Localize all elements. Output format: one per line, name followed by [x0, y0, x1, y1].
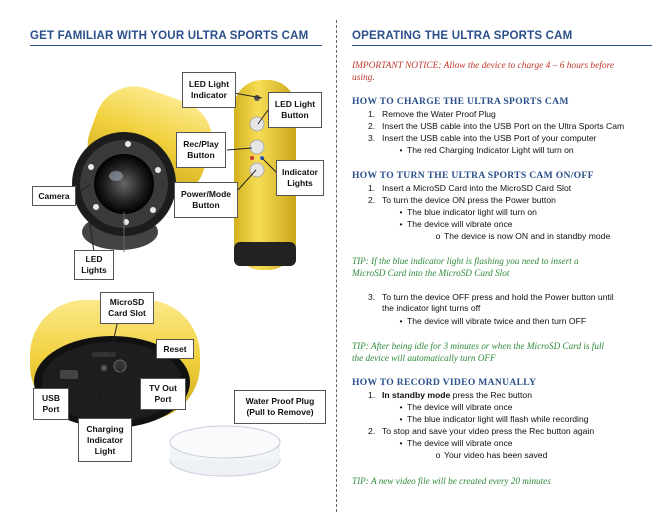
step-number: 1.	[368, 390, 376, 400]
step-text-line-2: the indicator light turns off	[382, 303, 481, 313]
step-text-line-1: To turn the device OFF press and hold the Power button until	[382, 292, 614, 302]
callout-water-proof-plug-line-1: Water Proof Plug	[245, 396, 315, 406]
callout-rec-play-button-line-2: Button	[187, 150, 215, 160]
sub-bullet-icon: o	[435, 231, 441, 241]
bullet-icon: •	[399, 414, 403, 424]
callout-led-light-button-line-1: LED Light	[274, 99, 316, 109]
tip-line-2: the device will automatically turn OFF	[352, 353, 496, 363]
callout-water-proof-plug	[234, 390, 326, 424]
tip-new-file: TIP: A new video file will be created every 20 minutes	[352, 476, 551, 486]
onoff-step-3	[368, 292, 652, 314]
callout-charging-indicator-light-line-3: Light	[94, 445, 116, 456]
onoff-bullet-2	[395, 219, 513, 230]
step-text: To stop and save your video press the Rec button again	[382, 426, 595, 436]
callout-tv-out-port	[140, 378, 186, 410]
bullet-icon: •	[399, 438, 403, 448]
callout-camera-line-1: Camera	[38, 190, 70, 201]
callout-led-lights-line-1: LED	[85, 254, 103, 264]
callout-microsd-card-slot	[100, 292, 154, 324]
tip-auto-off	[352, 340, 652, 364]
bullet-text: The device will vibrate once	[407, 438, 513, 448]
tip-line-1: TIP: If the blue indicator light is flashing you need to insert a	[352, 256, 579, 266]
step-text-bold: In standby mode	[382, 390, 451, 400]
record-heading: HOW TO RECORD VIDEO MANUALLY	[352, 377, 537, 388]
record-sub-bullet	[432, 450, 547, 461]
onoff-step-1	[368, 183, 571, 194]
important-notice-line-2: using.	[352, 73, 375, 83]
onoff-step-2	[368, 195, 556, 206]
column-divider	[336, 20, 337, 512]
tip-line-2: MicroSD Card into the MicroSD Card Slot	[352, 268, 510, 278]
sub-bullet-text: Your video has been saved	[444, 450, 548, 460]
callout-led-light-indicator	[182, 72, 236, 108]
callout-usb-port	[33, 388, 69, 420]
right-title-rule	[352, 45, 652, 46]
callout-led-light-indicator-line-2: Indicator	[191, 90, 227, 100]
bullet-text: The device will vibrate twice and then turn OFF	[407, 316, 587, 326]
important-notice	[352, 60, 652, 84]
callout-reset-line-1: Reset	[163, 343, 187, 354]
callout-power-mode-button-line-1: Power/Mode	[180, 189, 232, 199]
callout-charging-indicator-light-line-1: Charging	[86, 423, 124, 434]
callout-led-light-indicator-line-1: LED Light	[188, 79, 230, 89]
callout-charging-indicator-light-line-2: Indicator	[87, 434, 123, 445]
record-bullet-3	[395, 438, 513, 449]
step-number: 1.	[368, 109, 376, 119]
callout-usb-port-line-2: Port	[42, 404, 60, 414]
callout-tv-out-port-line-1: TV Out	[149, 383, 177, 393]
tip-line-1: TIP: After being idle for 3 minutes or when the MicroSD Card is full	[352, 341, 605, 351]
step-number: 2.	[368, 195, 376, 205]
charge-step-2	[368, 121, 624, 132]
record-bullet-2	[395, 414, 589, 425]
step-text: To turn the device ON press the Power button	[382, 195, 556, 205]
callout-tv-out-port-line-2: Port	[154, 394, 172, 404]
step-text-rest: press the Rec button	[450, 390, 532, 400]
step-number: 3.	[368, 133, 376, 143]
record-step-2	[368, 426, 594, 437]
callout-power-mode-button	[174, 182, 238, 218]
callout-reset	[156, 339, 194, 359]
record-bullet-1	[395, 402, 513, 413]
step-number: 3.	[368, 292, 376, 302]
callout-microsd-card-slot-line-2: Card Slot	[108, 308, 146, 318]
left-column-title: GET FAMILIAR WITH YOUR ULTRA SPORTS CAM	[30, 30, 309, 42]
onoff-sub-bullet	[432, 231, 610, 242]
callout-indicator-lights-line-1: Indicator	[282, 167, 318, 177]
callout-indicator-lights-line-2: Lights	[287, 178, 313, 188]
step-number: 2.	[368, 121, 376, 131]
onoff-bullet-1	[395, 207, 537, 218]
bullet-icon: •	[399, 316, 403, 326]
callout-led-light-button-line-2: Button	[281, 110, 309, 120]
step-text	[382, 292, 652, 314]
charge-step-3	[368, 133, 596, 144]
charge-heading: HOW TO CHARGE THE ULTRA SPORTS CAM	[352, 96, 569, 107]
charge-step-1	[368, 109, 496, 120]
callout-rec-play-button-line-1: Rec/Play	[183, 139, 219, 149]
callout-power-mode-button-line-2: Button	[192, 200, 220, 210]
step-number: 2.	[368, 426, 376, 436]
onoff-heading: HOW TO TURN THE ULTRA SPORTS CAM ON/OFF	[352, 170, 594, 181]
onoff-bullet-3	[395, 316, 586, 327]
important-notice-line-1: IMPORTANT NOTICE: Allow the device to charge 4 – 6 hours before	[352, 61, 615, 71]
step-text: Remove the Water Proof Plug	[382, 109, 496, 119]
tip-flashing-light	[352, 255, 652, 279]
callout-led-light-button	[268, 92, 322, 128]
charge-bullet	[395, 145, 574, 156]
right-column-title: OPERATING THE ULTRA SPORTS CAM	[352, 30, 573, 42]
callout-microsd-card-slot-line-1: MicroSD	[109, 297, 145, 307]
bullet-text: The device will vibrate once	[407, 402, 513, 412]
step-text	[382, 390, 532, 401]
bullet-icon: •	[399, 219, 403, 229]
bullet-text: The blue indicator light will turn on	[407, 207, 537, 217]
bullet-text: The blue indicator light will flash while recording	[407, 414, 589, 424]
sub-bullet-text: The device is now ON and in standby mode	[444, 231, 611, 241]
bullet-icon: •	[399, 207, 403, 217]
callout-rec-play-button	[176, 132, 226, 168]
callout-led-lights	[74, 250, 114, 280]
bullet-icon: •	[399, 402, 403, 412]
callout-indicator-lights	[276, 160, 324, 196]
step-text: Insert a MicroSD Card into the MicroSD Card Slot	[382, 183, 572, 193]
bullet-text: The red Charging Indicator Light will turn on	[407, 145, 574, 155]
callout-camera	[32, 186, 76, 206]
callout-water-proof-plug-line-2: (Pull to Remove)	[246, 407, 314, 417]
step-text: Insert the USB cable into the USB Port of your computer	[382, 133, 597, 143]
bullet-text: The device will vibrate once	[407, 219, 513, 229]
sub-bullet-icon: o	[435, 450, 441, 460]
step-text: Insert the USB cable into the USB Port on the Ultra Sports Cam	[382, 121, 625, 131]
bullet-icon: •	[399, 145, 403, 155]
record-step-1	[368, 390, 532, 401]
step-number: 1.	[368, 183, 376, 193]
callout-charging-indicator-light	[78, 418, 132, 462]
callout-led-lights-line-2: Lights	[81, 265, 107, 275]
callout-usb-port-line-1: USB	[42, 393, 60, 403]
